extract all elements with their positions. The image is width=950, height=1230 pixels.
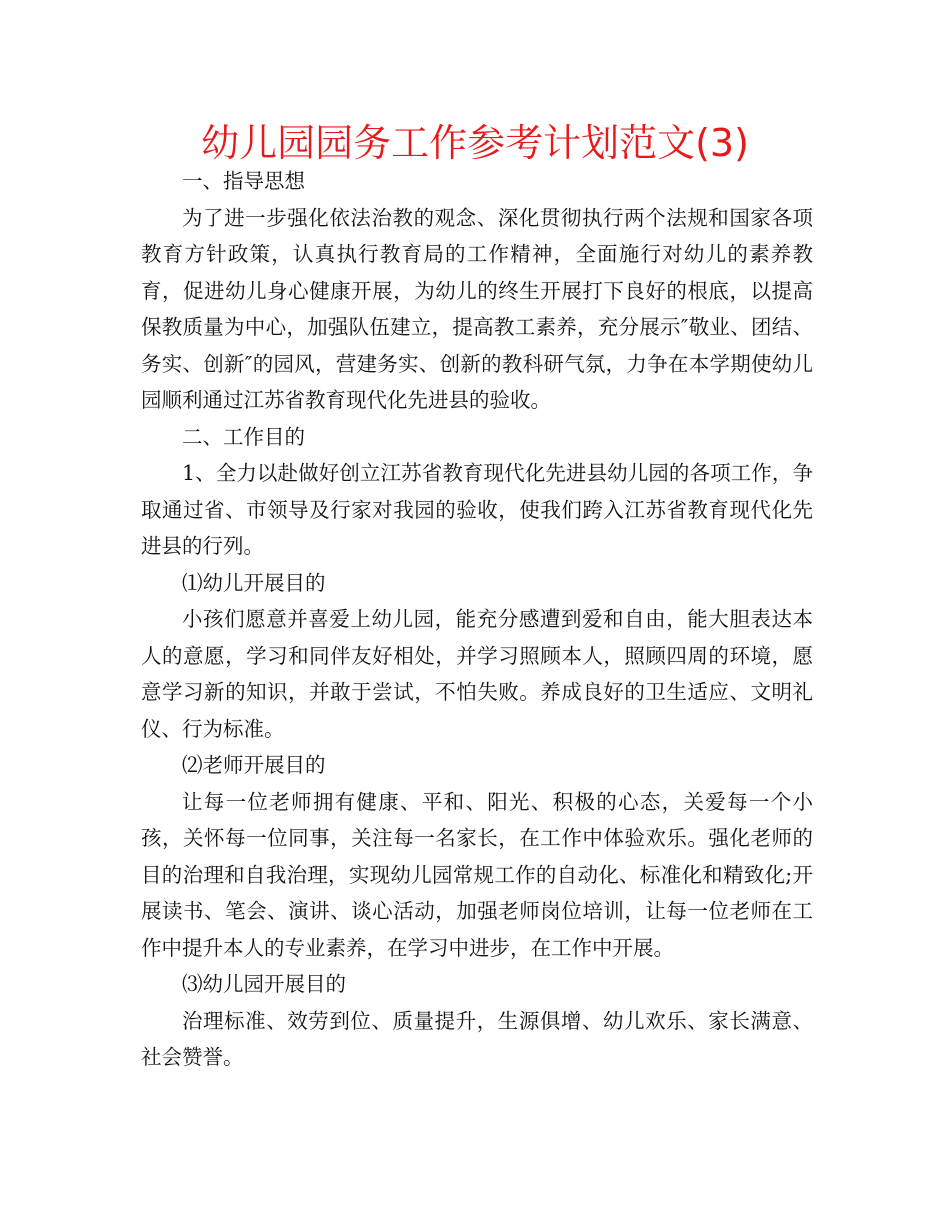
paragraph-kindergarten-development: 治理标准、效劳到位、质量提升，生源俱增、幼儿欢乐、家长满意、社会赞誉。 [141, 1008, 813, 1069]
paragraph-child-development: 小孩们愿意并喜爱上幼儿园，能充分感遭到爱和自由，能大胆表达本人的意愿，学习和同伴友好相处，并学习照顾本人，照顾四周的环境，愿意学习新的知识，并敢于尝试，不怕失败。养成良好的卫生适应、文明礼仪、行为标准。 [141, 607, 813, 741]
document-body [141, 163, 813, 1076]
subheading-child-development: ⑴幼儿开展目的 [182, 570, 326, 595]
paragraph-guiding-ideology: 为了进一步强化依法治教的观念、深化贯彻执行两个法规和国家各项教育方针政策，认真执行教育局的工作精神，全面施行对幼儿的素养教育，促进幼儿身心健康开展，为幼儿的终生开展打下良好的根底，以提高保教质量为中心，加强队伍建立，提高教工素养，充分展示″敬业、团结、务实、创新″的园风，营建务实、创新的教科研气氛，力争在本学期使幼儿园顺利通过江苏省教育现代化先进县的验收。 [141, 205, 813, 412]
subheading-kindergarten-development: ⑶幼儿园开展目的 [182, 972, 346, 996]
paragraph-goal-1: 1、全力以赴做好创立江苏省教育现代化先进县幼儿园的各项工作，争取通过省、市领导及行家对我园的验收，使我们跨入江苏省教育现代化先进县的行列。 [141, 461, 813, 558]
paragraph-teacher-development: 让每一位老师拥有健康、平和、阳光、积极的心态，关爱每一个小孩，关怀每一位同事，关注每一名家长，在工作中体验欢乐。强化老师的目的治理和自我治理，实现幼儿园常规工作的自动化、标准化和精致化;开展读书、笔会、演讲、谈心活动，加强老师岗位培训，让每一位老师在工作中提升本人的专业素养，在学习中进步，在工作中开展。 [141, 789, 813, 960]
section-heading-work-goals: 二、工作目的 [182, 424, 305, 449]
subheading-teacher-development: ⑵老师开展目的 [182, 753, 326, 777]
section-heading-guiding-ideology: 一、指导思想 [182, 169, 305, 193]
document-title: 幼儿园园务工作参考计划范文(3) [201, 121, 749, 165]
